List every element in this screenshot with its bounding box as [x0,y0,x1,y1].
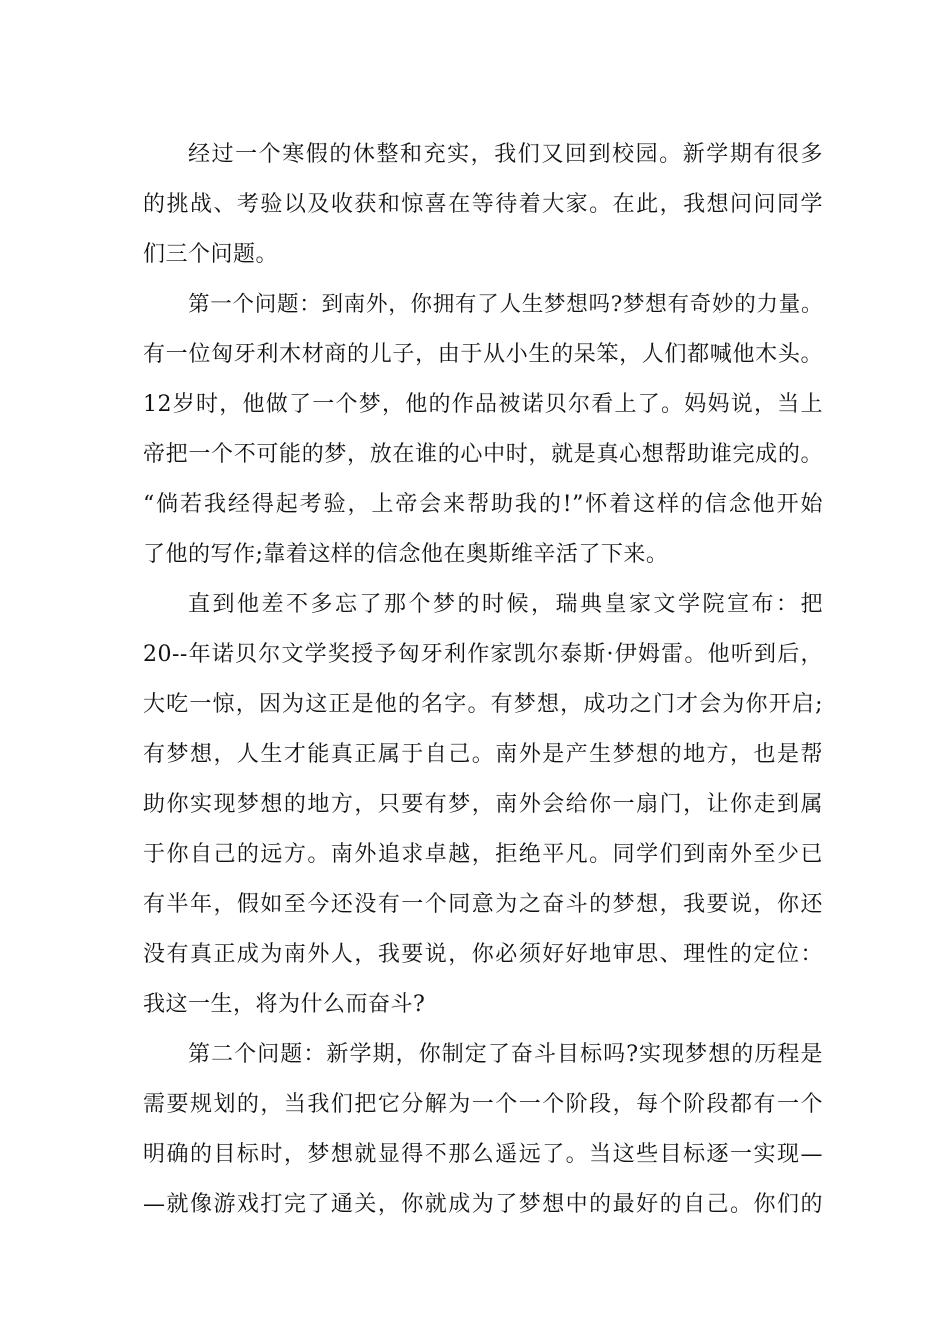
paragraph-line: “倘若我经得起考验，上帝会来帮助我的!”怀着这样的信念他开始 [143,492,823,517]
paragraph-line: —就像游戏打完了通关，你就成为了梦想中的最好的自己。你们的 [143,1192,823,1217]
paragraph-line: 我这一生，将为什么而奋斗? [143,992,426,1017]
paragraph-line: 20--年诺贝尔文学奖授予匈牙利作家凯尔泰斯·伊姆雷。他听到后， [143,642,823,667]
paragraph-line: 没有真正成为南外人，我要说，你必须好好地审思、理性的定位： [143,942,823,967]
paragraph-line: 明确的目标时，梦想就显得不那么遥远了。当这些目标逐一实现— [143,1142,823,1167]
paragraph-line: 有一位匈牙利木材商的儿子，由于从小生的呆笨，人们都喊他木头。 [143,342,823,367]
paragraph-line: 第一个问题：到南外，你拥有了人生梦想吗?梦想有奇妙的力量。 [188,292,823,317]
document-body [143,130,823,1230]
paragraph-line: 大吃一惊，因为这正是他的名字。有梦想，成功之门才会为你开启; [143,692,823,717]
paragraph-line: 助你实现梦想的地方，只要有梦，南外会给你一扇门，让你走到属 [143,792,823,817]
paragraph-line: 12岁时，他做了一个梦，他的作品被诺贝尔看上了。妈妈说，当上 [143,392,823,417]
paragraph-2 [143,280,823,580]
paragraph-line: 于你自己的远方。南外追求卓越，拒绝平凡。同学们到南外至少已 [143,842,823,867]
paragraph-line: 经过一个寒假的休整和充实，我们又回到校园。新学期有很多 [188,142,823,167]
paragraph-line: 第二个问题：新学期，你制定了奋斗目标吗?实现梦想的历程是 [188,1042,823,1067]
paragraph-line: 们三个问题。 [143,242,279,267]
paragraph-line: 帝把一个不可能的梦，放在谁的心中时，就是真心想帮助谁完成的。 [143,442,823,467]
paragraph-line: 了他的写作;靠着这样的信念他在奥斯维辛活了下来。 [143,542,669,567]
paragraph-line: 有半年，假如至今还没有一个同意为之奋斗的梦想，我要说，你还 [143,892,823,917]
paragraph-line: 的挑战、考验以及收获和惊喜在等待着大家。在此，我想问问同学 [143,192,823,217]
paragraph-4 [143,1030,823,1230]
paragraph-line: 直到他差不多忘了那个梦的时候，瑞典皇家文学院宣布：把 [188,592,823,617]
paragraph-line: 有梦想，人生才能真正属于自己。南外是产生梦想的地方，也是帮 [143,742,823,767]
paragraph-line: 需要规划的，当我们把它分解为一个一个阶段，每个阶段都有一个 [143,1092,823,1117]
paragraph-3 [143,580,823,1030]
paragraph-1 [143,130,823,280]
